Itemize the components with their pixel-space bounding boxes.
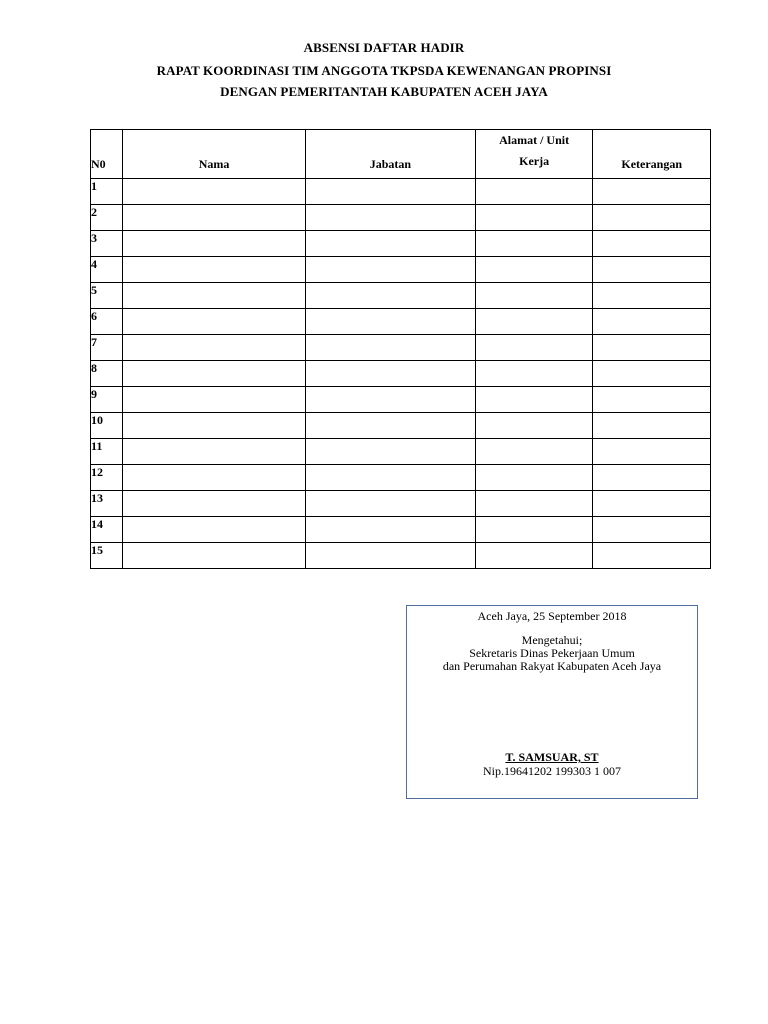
nama-cell[interactable] [123,439,306,465]
table-row [91,543,711,569]
header-nama: Nama [123,130,306,179]
attendance-rows [91,179,711,569]
jabatan-cell[interactable] [306,309,476,335]
row-number: 14 [91,517,123,543]
row-number: 1 [91,179,123,205]
keterangan-cell[interactable] [593,387,711,413]
table-row [91,205,711,231]
jabatan-cell[interactable] [306,361,476,387]
nama-cell[interactable] [123,283,306,309]
keterangan-cell[interactable] [593,309,711,335]
row-number: 11 [91,439,123,465]
table-row [91,361,711,387]
nama-cell[interactable] [123,179,306,205]
table-row [91,413,711,439]
jabatan-cell[interactable] [306,205,476,231]
table-header-row [91,130,711,179]
jabatan-cell[interactable] [306,283,476,309]
keterangan-cell[interactable] [593,465,711,491]
table-row [91,491,711,517]
position-line2: dan Perumahan Rakyat Kabupaten Aceh Jaya [442,659,662,673]
jabatan-cell[interactable] [306,543,476,569]
table-row [91,179,711,205]
jabatan-cell[interactable] [306,465,476,491]
table-row [91,465,711,491]
nama-cell[interactable] [123,413,306,439]
header-keterangan: Keterangan [593,130,711,179]
nama-cell[interactable] [123,387,306,413]
acknowledged-label: Mengetahui; [521,633,583,647]
alamat-cell[interactable] [475,231,593,257]
header-alamat-line2: Kerja [519,154,550,168]
row-number: 13 [91,491,123,517]
row-number: 8 [91,361,123,387]
keterangan-cell[interactable] [593,231,711,257]
place-date: Aceh Jaya, 25 September 2018 [477,609,627,623]
nama-cell[interactable] [123,257,306,283]
row-number: 5 [91,283,123,309]
document-title: ABSENSI DAFTAR HADIR [303,40,465,55]
alamat-cell[interactable] [475,205,593,231]
keterangan-cell[interactable] [593,257,711,283]
alamat-cell[interactable] [475,257,593,283]
table-row [91,309,711,335]
keterangan-cell[interactable] [593,361,711,387]
signature-block [406,605,698,799]
keterangan-cell[interactable] [593,517,711,543]
nama-cell[interactable] [123,231,306,257]
keterangan-cell[interactable] [593,439,711,465]
alamat-cell[interactable] [475,465,593,491]
nama-cell[interactable] [123,465,306,491]
keterangan-cell[interactable] [593,491,711,517]
keterangan-cell[interactable] [593,205,711,231]
table-row [91,257,711,283]
keterangan-cell[interactable] [593,179,711,205]
nama-cell[interactable] [123,491,306,517]
row-number: 3 [91,231,123,257]
attendance-table [90,129,711,569]
alamat-cell[interactable] [475,179,593,205]
nama-cell[interactable] [123,543,306,569]
header-jabatan: Jabatan [306,130,476,179]
header-no: N0 [91,130,123,179]
signatory-nip: Nip.19641202 199303 1 007 [483,764,621,778]
row-number: 4 [91,257,123,283]
nama-cell[interactable] [123,361,306,387]
alamat-cell[interactable] [475,309,593,335]
jabatan-cell[interactable] [306,439,476,465]
header-alamat-line1: Alamat / Unit [499,133,570,147]
position-line1: Sekretaris Dinas Pekerjaan Umum [469,646,635,660]
nama-cell[interactable] [123,205,306,231]
jabatan-cell[interactable] [306,335,476,361]
keterangan-cell[interactable] [593,543,711,569]
alamat-cell[interactable] [475,361,593,387]
document-subtitle: RAPAT KOORDINASI TIM ANGGOTA TKPSDA KEWENANGAN PROPINSI [156,63,612,78]
header-alamat [475,130,593,179]
row-number: 12 [91,465,123,491]
jabatan-cell[interactable] [306,179,476,205]
row-number: 15 [91,543,123,569]
acknowledgement [407,634,697,673]
alamat-cell[interactable] [475,491,593,517]
jabatan-cell[interactable] [306,257,476,283]
jabatan-cell[interactable] [306,413,476,439]
row-number: 6 [91,309,123,335]
table-row [91,335,711,361]
table-row [91,439,711,465]
table-row [91,231,711,257]
alamat-cell[interactable] [475,387,593,413]
jabatan-cell[interactable] [306,387,476,413]
row-number: 10 [91,413,123,439]
keterangan-cell[interactable] [593,413,711,439]
jabatan-cell[interactable] [306,517,476,543]
jabatan-cell[interactable] [306,491,476,517]
row-number: 9 [91,387,123,413]
table-row [91,283,711,309]
nama-cell[interactable] [123,517,306,543]
document-subtitle-2: DENGAN PEMERITANTAH KABUPATEN ACEH JAYA [220,84,548,99]
alamat-cell[interactable] [475,283,593,309]
keterangan-cell[interactable] [593,335,711,361]
alamat-cell[interactable] [475,517,593,543]
alamat-cell[interactable] [475,335,593,361]
alamat-cell[interactable] [475,413,593,439]
keterangan-cell[interactable] [593,283,711,309]
alamat-cell[interactable] [475,543,593,569]
row-number: 7 [91,335,123,361]
table-row [91,517,711,543]
row-number: 2 [91,205,123,231]
alamat-cell[interactable] [475,439,593,465]
signatory-name: T. SAMSUAR, ST [505,750,599,764]
nama-cell[interactable] [123,335,306,361]
table-row [91,387,711,413]
nama-cell[interactable] [123,309,306,335]
jabatan-cell[interactable] [306,231,476,257]
